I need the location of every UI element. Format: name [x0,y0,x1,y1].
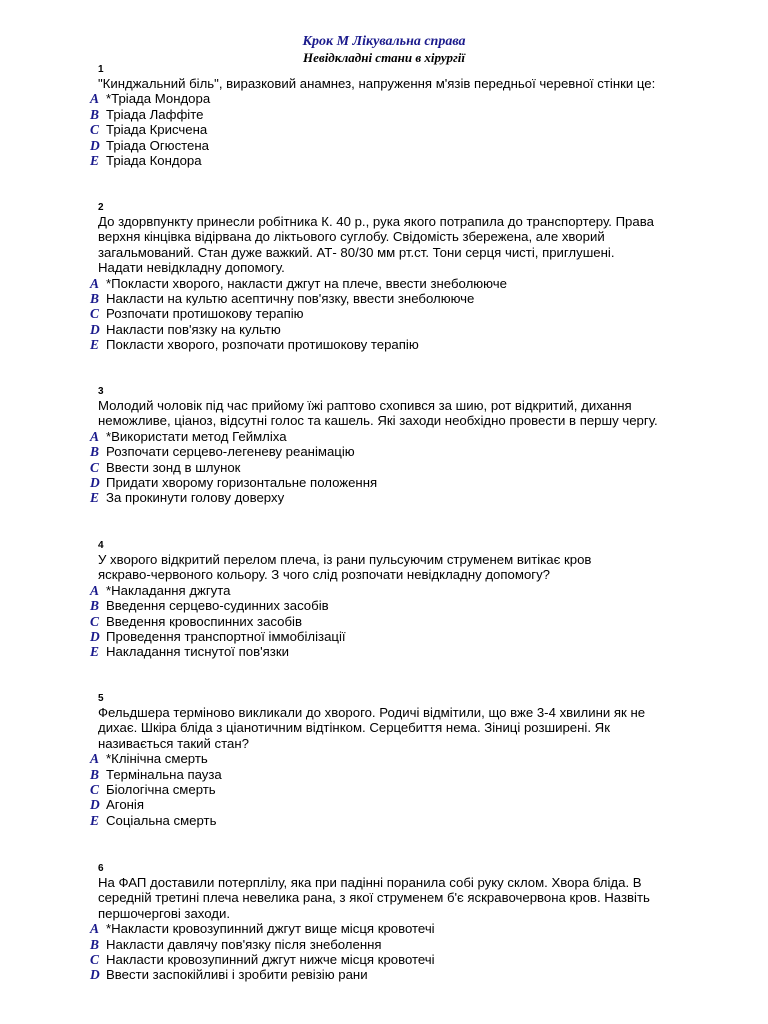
option-text: Введення серцево-судинних засобів [106,598,329,614]
option-text: Накласти пов'язку на культю [106,321,281,337]
answer-option-b [90,291,720,306]
option-text: *Використати метод Геймліха [106,428,287,444]
option-text: Розпочати серцево-легеневу реанімацію [106,444,355,460]
option-letter: A [90,751,100,767]
answer-option-e [90,813,720,828]
option-letter: B [90,598,100,614]
question-number: 1 [98,64,104,75]
option-letter: C [90,306,100,322]
option-text: Введення кровоспинних засобів [106,613,302,629]
answer-option-c [90,952,720,967]
answer-option-e [90,153,720,168]
option-letter: C [90,952,100,968]
option-text: Ввести заспокійливі і зробити ревізію рани [106,967,368,983]
question-number: 6 [98,863,104,874]
option-letter: C [90,613,100,629]
option-letter: A [90,275,100,291]
option-letter: D [90,321,100,337]
option-text: Соціальна смерть [106,812,217,828]
option-text: Агонія [106,797,145,813]
option-letter: B [90,106,100,122]
option-letter: E [90,644,100,660]
option-text: Тріада Лаффіте [106,106,204,122]
question-number: 5 [98,693,104,704]
answer-option-c [90,122,720,137]
answer-option-a [90,751,720,766]
option-text: Проведення транспортної іммобілізації [106,629,346,645]
answer-option-d [90,797,720,812]
option-text: *Накласти кровозупинний джгут вище місця кровотечі [106,921,435,937]
answer-option-c [90,460,720,475]
question-number: 4 [98,540,104,551]
answer-option-e [90,490,720,505]
option-letter: B [90,444,100,460]
question-number: 2 [98,202,104,213]
question-text: "Кинджальний біль", виразковий анамнез, напруження м'язів передньої черевної стінки це: [98,76,656,91]
option-text: *Тріада Мондора [106,91,211,107]
option-letter: E [90,337,100,353]
answer-option-d [90,967,720,982]
option-text: Тріада Крисчена [106,122,208,138]
answer-option-d [90,475,720,490]
answer-option-b [90,107,720,122]
question-1 [90,64,720,168]
option-letter: A [90,428,100,444]
question-text: У хворого відкритий перелом плеча, із рани пульсуючим струменем витікає кров яскраво-червоного кольору. З чого слід розпочати невідкладну допомогу? [98,552,592,583]
option-text: Термінальна пауза [106,766,222,782]
answer-option-c [90,306,720,321]
option-letter: D [90,797,100,813]
question-text: Молодий чоловік під час прийому їжі раптово схопився за шию, рот відкритий, дихання неможливе, ціаноз, відсутні голос та кашель. Які заходи необхідно провести в першу чергу. [98,398,658,429]
answer-option-c [90,614,720,629]
option-text: Накласти на культю асептичну пов'язку, ввести знеболююче [106,291,475,307]
answer-option-d [90,629,720,644]
option-text: Розпочати протишокову терапію [106,306,304,322]
option-text: Біологічна смерть [106,782,216,798]
option-text: *Покласти хворого, накласти джгут на плече, ввести знеболююче [106,275,507,291]
option-letter: B [90,291,100,307]
question-text: Фельдшера терміново викликали до хворого. Родичі відмітили, що вже 3-4 хвилини як не дихає. Шкіра бліда з ціанотичним відтінком. Серцебиття нема. Зіниці розширені. Як називається такий стан? [98,705,646,751]
answer-option-a [90,276,720,291]
answer-option-d [90,138,720,153]
option-letter: A [90,921,100,937]
answer-option-b [90,444,720,459]
option-text: Ввести зонд в шлунок [106,459,241,475]
option-letter: D [90,967,100,983]
question-text: До здорвпункту принесли робітника К. 40 р., рука якого потрапила до транспортеру. Права верхня кінцівка відірвана до ліктьового суглобу. Свідомість збережена, але хворий загальмований. Стан дуже важкий. АТ- 80/30 мм рт.ст. Тони серця чисті, приглушені. Надати невідкладну допомогу. [98,214,654,276]
answer-option-e [90,644,720,659]
question-number: 3 [98,386,104,397]
question-5 [90,693,720,828]
answer-option-b [90,598,720,613]
option-text: *Клінічна смерть [106,751,208,767]
option-letter: D [90,475,100,491]
question-2 [90,202,720,353]
answer-option-a [90,429,720,444]
option-letter: A [90,582,100,598]
answer-option-b [90,767,720,782]
document-title: Крок М Лікувальна справа [302,34,466,49]
option-letter: C [90,782,100,798]
option-text: Накладання тиснутої пов'язки [106,644,289,660]
option-text: За прокинути голову доверху [106,490,285,506]
option-text: Накласти давлячу пов'язку після знеболення [106,936,382,952]
answer-option-e [90,337,720,352]
answer-option-a [90,91,720,106]
option-letter: E [90,490,100,506]
option-letter: B [90,766,100,782]
option-text: Тріада Кондора [106,153,202,169]
document-subtitle: Невідкладні стани в хірургії [303,50,465,65]
answer-option-a [90,921,720,936]
option-text: Покласти хворого, розпочати протишокову терапію [106,337,419,353]
answer-option-b [90,937,720,952]
document-header [0,34,768,65]
option-letter: E [90,153,100,169]
answer-option-c [90,782,720,797]
option-text: *Накладання джгута [106,582,231,598]
question-3 [90,386,720,506]
answer-option-d [90,322,720,337]
option-text: Придати хворому горизонтальне положення [106,475,378,491]
option-letter: D [90,629,100,645]
answer-option-a [90,583,720,598]
option-letter: D [90,137,100,153]
option-letter: E [90,812,100,828]
question-4 [90,540,720,660]
option-letter: C [90,459,100,475]
question-6 [90,863,720,983]
option-text: Накласти кровозупинний джгут нижче місця кровотечі [106,952,435,968]
option-letter: B [90,936,100,952]
question-text: На ФАП доставили потерплілу, яка при падінні поранила собі руку склом. Хвора бліда. В середній третині плеча невелика рана, з якої струменем б'є яскравочервона кров. Назвіть першочергові заходи. [98,875,650,921]
option-letter: A [90,91,100,107]
option-text: Тріада Огюстена [106,137,210,153]
option-letter: C [90,122,100,138]
